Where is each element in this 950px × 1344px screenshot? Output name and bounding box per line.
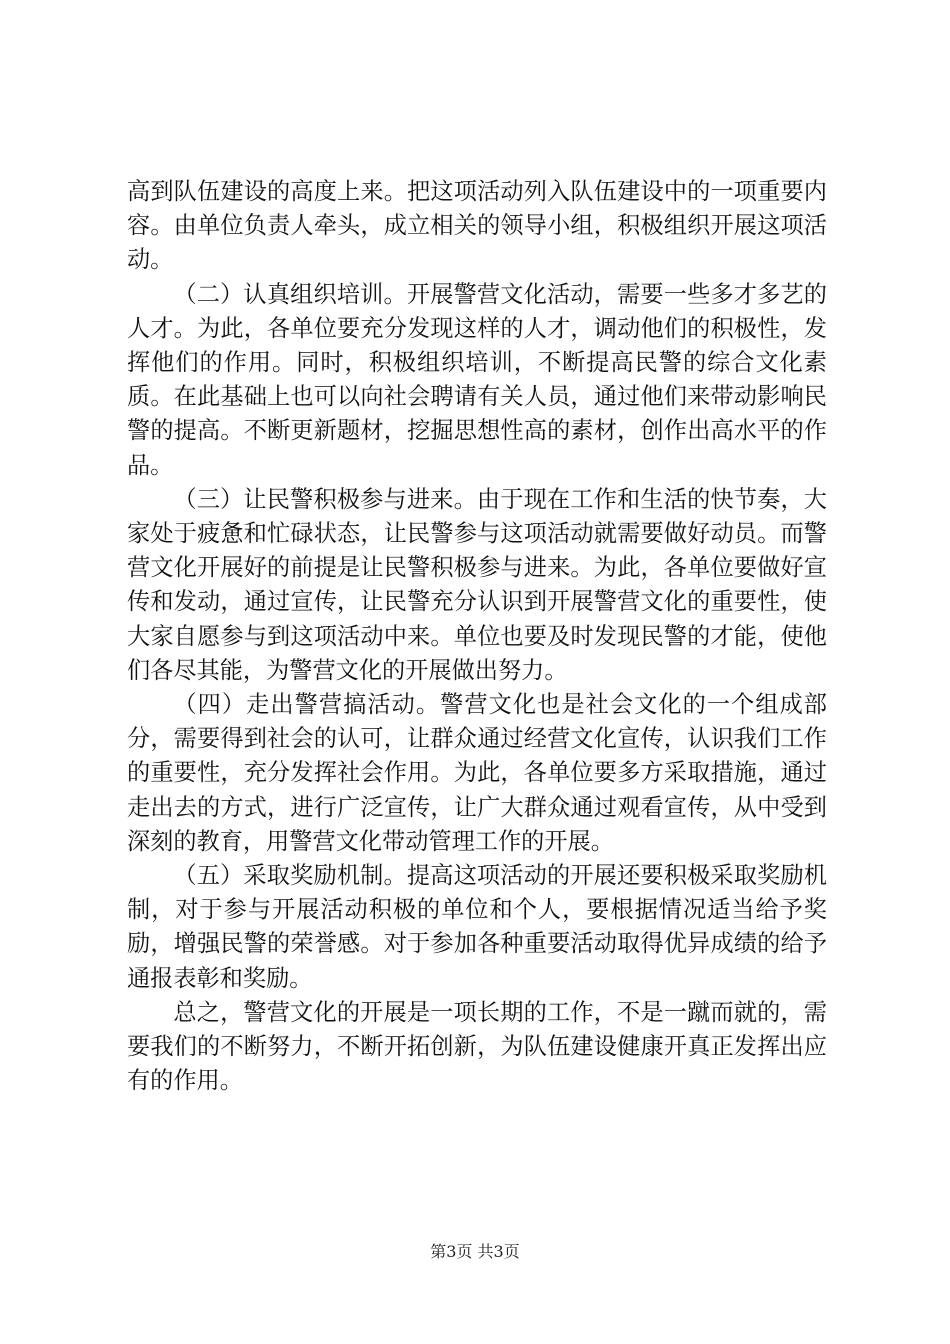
- paragraph-4: （四）走出警营搞活动。警营文化也是社会文化的一个组成部分，需要得到社会的认可，让群众通过经营文化宣传，认识我们工作的重要性，充分发挥社会作用。为此，各单位要多方采取措施，通过走出去的方式，进行广泛宣传，让广大群众通过观看宣传，从中受到深刻的教育，用警营文化带动管理工作的开展。: [127, 691, 827, 855]
- document-body: [127, 175, 827, 1098]
- paragraph-5: （五）采取奖励机制。提高这项活动的开展还要积极采取奖励机制，对于参与开展活动积极的单位和个人，要根据情况适当给予奖励，增强民警的荣誉感。对于参加各种重要活动取得优异成绩的给予通报表彰和奖励。: [127, 862, 827, 992]
- paragraph-2: （二）认真组织培训。开展警营文化活动，需要一些多才多艺的人才。为此，各单位要充分发现这样的人才，调动他们的积极性，发挥他们的作用。同时，积极组织培训，不断提高民警的综合文化素质。在此基础上也可以向社会聘请有关人员，通过他们来带动影响民警的提高。不断更新题材，挖掘思想性高的素材，创作出高水平的作品。: [127, 280, 827, 479]
- paragraph-6: 总之，警营文化的开展是一项长期的工作，不是一蹴而就的，需要我们的不断努力，不断开拓创新，为队伍建设健康开真正发挥出应有的作用。: [127, 998, 827, 1095]
- paragraph-3: （三）让民警积极参与进来。由于现在工作和生活的快节奏，大家处于疲惫和忙碌状态，让民警参与这项活动就需要做好动员。而警营文化开展好的前提是让民警积极参与进来。为此，各单位要做好宣传和发动，通过宣传，让民警充分认识到开展警营文化的重要性，使大家自愿参与到这项活动中来。单位也要及时发现民警的才能，使他们各尽其能，为警营文化的开展做出努力。: [127, 485, 827, 684]
- paragraph-1: 高到队伍建设的高度上来。把这项活动列入队伍建设中的一项重要内容。由单位负责人牵头，成立相关的领导小组，积极组织开展这项活动。: [127, 178, 827, 274]
- page-footer: 第3页 共3页: [430, 1242, 520, 1261]
